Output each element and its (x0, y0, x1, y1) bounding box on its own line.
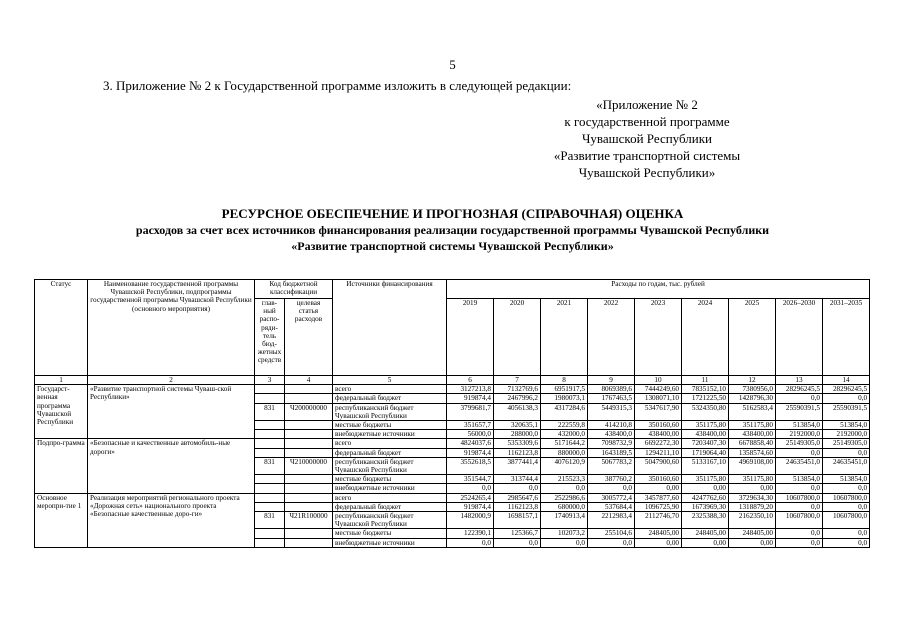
value-cell: 5133167,10 (682, 457, 729, 474)
header-year: 2023 (635, 299, 682, 376)
value-cell: 10607800,0 (776, 512, 823, 529)
status-cell: Основное меропри-тие 1 (35, 493, 88, 547)
column-index: 7 (494, 376, 541, 385)
value-cell: 0,0 (776, 529, 823, 538)
value-cell: 5171644,2 (541, 439, 588, 448)
value-cell: 10607800,0 (823, 512, 870, 529)
source-cell: внебюджетные источники (333, 538, 447, 547)
value-cell: 1673969,30 (682, 502, 729, 511)
header-main-manager: глав-ный распо-ряди-тель бюд-жетных средств (255, 299, 285, 376)
appendix-line: к государственной программе (564, 114, 730, 129)
value-cell: 25149305,0 (776, 439, 823, 448)
column-index: 14 (823, 376, 870, 385)
value-cell: 6951917,5 (541, 385, 588, 394)
name-cell: «Безопасные и качественные автомобиль-ные дороги» (88, 439, 255, 493)
value-cell: 0,0 (447, 538, 494, 547)
target-code-cell (285, 430, 333, 439)
source-cell: местные бюджеты (333, 475, 447, 484)
value-cell: 7444249,60 (635, 385, 682, 394)
value-cell: 4076120,9 (541, 457, 588, 474)
manager-cell (255, 529, 285, 538)
value-cell: 222559,8 (541, 421, 588, 430)
source-cell: всего (333, 493, 447, 502)
manager-cell (255, 421, 285, 430)
value-cell: 0,0 (776, 538, 823, 547)
value-cell: 0,00 (682, 538, 729, 547)
program-title: «Развитие транспортной системы Чувашской Республики» (291, 239, 614, 253)
value-cell: 3005772,4 (588, 493, 635, 502)
value-cell: 414210,8 (588, 421, 635, 430)
document-title: РЕСУРСНОЕ ОБЕСПЕЧЕНИЕ И ПРОГНОЗНАЯ (СПРАВОЧНАЯ) ОЦЕНКА (221, 206, 684, 221)
value-cell: 2192000,0 (823, 430, 870, 439)
value-cell: 680000,0 (541, 502, 588, 511)
column-index: 9 (588, 376, 635, 385)
value-cell: 1721225,50 (682, 394, 729, 403)
value-cell: 3127213,8 (447, 385, 494, 394)
value-cell: 513854,0 (776, 421, 823, 430)
value-cell: 2112746,70 (635, 512, 682, 529)
value-cell: 24635451,0 (776, 457, 823, 474)
manager-cell (255, 448, 285, 457)
header-year: 2026–2030 (776, 299, 823, 376)
value-cell: 0,00 (635, 484, 682, 493)
value-cell: 6678858,40 (729, 439, 776, 448)
target-code-cell (285, 421, 333, 430)
value-cell: 0,0 (823, 538, 870, 547)
value-cell: 2325388,30 (682, 512, 729, 529)
header-year: 2019 (447, 299, 494, 376)
value-cell: 537684,4 (588, 502, 635, 511)
value-cell: 387760,2 (588, 475, 635, 484)
header-target-item: целевая статья расходов (285, 299, 333, 376)
target-code-cell (285, 394, 333, 403)
header-year: 2020 (494, 299, 541, 376)
value-cell: 7835152,10 (682, 385, 729, 394)
value-cell: 3457877,60 (635, 493, 682, 502)
source-cell: федеральный бюджет (333, 448, 447, 457)
value-cell: 0,0 (823, 502, 870, 511)
value-cell: 513854,0 (823, 475, 870, 484)
value-cell: 4969108,00 (729, 457, 776, 474)
value-cell: 513854,0 (776, 475, 823, 484)
column-index: 10 (635, 376, 682, 385)
value-cell: 1719064,40 (682, 448, 729, 457)
value-cell: 0,0 (494, 538, 541, 547)
value-cell: 6692272,30 (635, 439, 682, 448)
target-code-cell (285, 502, 333, 511)
value-cell: 1980073,1 (541, 394, 588, 403)
target-code-cell (285, 439, 333, 448)
value-cell: 1162123,8 (494, 448, 541, 457)
source-cell: всего (333, 439, 447, 448)
document-subtitle: расходов за счет всех источников финансирования реализации государственной программы Чувашской Республики (135, 223, 770, 237)
value-cell: 3877441,4 (494, 457, 541, 474)
manager-cell (255, 493, 285, 502)
source-cell: республиканский бюджет Чувашской Республики (333, 403, 447, 420)
value-cell: 2467996,2 (494, 394, 541, 403)
value-cell: 2522986,6 (541, 493, 588, 502)
value-cell: 28296245,5 (776, 385, 823, 394)
value-cell: 28296245,5 (823, 385, 870, 394)
value-cell: 5162583,4 (729, 403, 776, 420)
value-cell: 0,0 (447, 484, 494, 493)
page-number: 5 (449, 57, 456, 72)
value-cell: 8069389,6 (588, 385, 635, 394)
value-cell: 3799681,7 (447, 403, 494, 420)
status-cell: Подпро-грамма (35, 439, 88, 493)
appendix-line: «Приложение № 2 (596, 97, 698, 112)
value-cell: 7132769,6 (494, 385, 541, 394)
value-cell: 24635451,0 (823, 457, 870, 474)
value-cell: 5449315,3 (588, 403, 635, 420)
value-cell: 1294211,10 (635, 448, 682, 457)
value-cell: 2212983,4 (588, 512, 635, 529)
value-cell: 5067783,2 (588, 457, 635, 474)
value-cell: 0,00 (682, 484, 729, 493)
column-index: 13 (776, 376, 823, 385)
name-cell: «Развитие транспортной системы Чуваш-ской Республики» (88, 385, 255, 439)
target-code-cell (285, 529, 333, 538)
value-cell: 0,0 (494, 484, 541, 493)
source-cell: федеральный бюджет (333, 502, 447, 511)
value-cell: 25590391,5 (823, 403, 870, 420)
value-cell: 0,0 (776, 484, 823, 493)
value-cell: 351175,80 (682, 475, 729, 484)
value-cell: 351175,80 (729, 421, 776, 430)
value-cell: 1162123,8 (494, 502, 541, 511)
value-cell: 0,0 (823, 394, 870, 403)
target-code-cell: Ч200000000 (285, 403, 333, 420)
value-cell: 5347617,90 (635, 403, 682, 420)
column-index: 3 (255, 376, 285, 385)
header-year: 2022 (588, 299, 635, 376)
value-cell: 351175,80 (729, 475, 776, 484)
target-code-cell (285, 448, 333, 457)
value-cell: 2985647,6 (494, 493, 541, 502)
value-cell: 1428796,30 (729, 394, 776, 403)
value-cell: 0,00 (635, 538, 682, 547)
value-cell: 438400,00 (729, 430, 776, 439)
value-cell: 0,0 (776, 394, 823, 403)
manager-cell (255, 385, 285, 394)
value-cell: 248405,00 (682, 529, 729, 538)
target-code-cell: Ч210000000 (285, 457, 333, 474)
manager-cell: 831 (255, 457, 285, 474)
value-cell: 1482000,9 (447, 512, 494, 529)
manager-cell (255, 394, 285, 403)
header-expenses: Расходы по годам, тыс. рублей (447, 280, 870, 299)
value-cell: 350160,60 (635, 475, 682, 484)
manager-cell (255, 538, 285, 547)
value-cell: 7203407,30 (682, 439, 729, 448)
target-code-cell (285, 484, 333, 493)
value-cell: 102073,2 (541, 529, 588, 538)
value-cell: 2192000,0 (776, 430, 823, 439)
column-index: 6 (447, 376, 494, 385)
value-cell: 438400,00 (682, 430, 729, 439)
value-cell: 0,0 (823, 529, 870, 538)
value-cell: 313744,4 (494, 475, 541, 484)
value-cell: 0,0 (588, 538, 635, 547)
value-cell: 0,0 (823, 448, 870, 457)
value-cell: 0,0 (588, 484, 635, 493)
value-cell: 56000,0 (447, 430, 494, 439)
value-cell: 0,0 (776, 448, 823, 457)
value-cell: 4317284,6 (541, 403, 588, 420)
value-cell: 919874,4 (447, 394, 494, 403)
column-index: 11 (682, 376, 729, 385)
resource-table (34, 279, 870, 548)
status-cell: Государст-венная программа Чувашской Республики (35, 385, 88, 439)
header-year: 2031–2035 (823, 299, 870, 376)
value-cell: 0,00 (729, 484, 776, 493)
value-cell: 255104,6 (588, 529, 635, 538)
header-status: Статус (35, 280, 88, 376)
source-cell: внебюджетные источники (333, 484, 447, 493)
value-cell: 125366,7 (494, 529, 541, 538)
target-code-cell (285, 385, 333, 394)
value-cell: 919874,4 (447, 448, 494, 457)
target-code-cell (285, 493, 333, 502)
column-index: 5 (333, 376, 447, 385)
value-cell: 1698157,1 (494, 512, 541, 529)
value-cell: 10607800,0 (823, 493, 870, 502)
value-cell: 7098732,9 (588, 439, 635, 448)
table-row (35, 439, 870, 448)
value-cell: 0,0 (823, 484, 870, 493)
value-cell: 0,0 (776, 502, 823, 511)
value-cell: 1358574,60 (729, 448, 776, 457)
header-year: 2025 (729, 299, 776, 376)
appendix-line: «Развитие транспортной системы (553, 148, 741, 163)
value-cell: 4824037,6 (447, 439, 494, 448)
header-source: Источники финансирования (333, 280, 447, 376)
source-cell: республиканский бюджет Чувашской Республики (333, 512, 447, 529)
value-cell: 351657,7 (447, 421, 494, 430)
value-cell: 0,0 (541, 484, 588, 493)
value-cell: 438400,00 (635, 430, 682, 439)
intro-line: 3. Приложение № 2 к Государственной программе изложить в следующей редакции: (103, 78, 572, 93)
value-cell: 351175,80 (682, 421, 729, 430)
name-cell: Реализация мероприятий регионального проекта «Дорожная сеть» национального проекта «Безопасные качественные доро-ги» (88, 493, 255, 547)
source-cell: местные бюджеты (333, 529, 447, 538)
value-cell: 513854,0 (823, 421, 870, 430)
manager-cell (255, 484, 285, 493)
value-cell: 288000,0 (494, 430, 541, 439)
value-cell: 1767463,5 (588, 394, 635, 403)
column-index: 8 (541, 376, 588, 385)
column-index: 4 (285, 376, 333, 385)
value-cell: 880000,0 (541, 448, 588, 457)
value-cell: 248405,00 (729, 529, 776, 538)
source-cell: республиканский бюджет Чувашской Республики (333, 457, 447, 474)
value-cell: 7380956,0 (729, 385, 776, 394)
source-cell: федеральный бюджет (333, 394, 447, 403)
value-cell: 122390,1 (447, 529, 494, 538)
value-cell: 350160,60 (635, 421, 682, 430)
source-cell: местные бюджеты (333, 421, 447, 430)
table-row (35, 493, 870, 502)
target-code-cell (285, 538, 333, 547)
value-cell: 3729634,30 (729, 493, 776, 502)
value-cell: 0,00 (729, 538, 776, 547)
value-cell: 1308071,10 (635, 394, 682, 403)
value-cell: 320635,1 (494, 421, 541, 430)
source-cell: внебюджетные источники (333, 430, 447, 439)
value-cell: 5324350,80 (682, 403, 729, 420)
manager-cell (255, 439, 285, 448)
value-cell: 5353309,6 (494, 439, 541, 448)
value-cell: 10607800,0 (776, 493, 823, 502)
manager-cell (255, 475, 285, 484)
appendix-line: Чувашской Республики» (578, 165, 716, 180)
value-cell: 351544,7 (447, 475, 494, 484)
header-year: 2024 (682, 299, 729, 376)
manager-cell: 831 (255, 403, 285, 420)
column-index: 1 (35, 376, 88, 385)
value-cell: 5047900,60 (635, 457, 682, 474)
target-code-cell (285, 475, 333, 484)
manager-cell (255, 430, 285, 439)
value-cell: 1318879,20 (729, 502, 776, 511)
target-code-cell: Ч21R100000 (285, 512, 333, 529)
value-cell: 215523,3 (541, 475, 588, 484)
value-cell: 248405,00 (635, 529, 682, 538)
column-index-row (35, 376, 870, 385)
manager-cell (255, 502, 285, 511)
value-cell: 1096725,90 (635, 502, 682, 511)
header-code: Код бюджетной классификации (255, 280, 333, 299)
value-cell: 2162350,10 (729, 512, 776, 529)
value-cell: 432000,0 (541, 430, 588, 439)
value-cell: 919874,4 (447, 502, 494, 511)
value-cell: 4247762,60 (682, 493, 729, 502)
value-cell: 0,0 (541, 538, 588, 547)
appendix-reference (497, 96, 797, 181)
value-cell: 4056138,3 (494, 403, 541, 420)
column-index: 2 (88, 376, 255, 385)
source-cell: всего (333, 385, 447, 394)
table-row (35, 385, 870, 394)
appendix-line: Чувашской Республики (581, 131, 713, 146)
header-name: Наименование государственной программы Чувашской Республики, подпрограммы государственной программы Чувашской Республики (основного мероприятия) (88, 280, 255, 376)
value-cell: 438400,0 (588, 430, 635, 439)
column-index: 12 (729, 376, 776, 385)
value-cell: 25590391,5 (776, 403, 823, 420)
value-cell: 3552618,5 (447, 457, 494, 474)
value-cell: 1643189,5 (588, 448, 635, 457)
header-year: 2021 (541, 299, 588, 376)
value-cell: 1740913,4 (541, 512, 588, 529)
manager-cell: 831 (255, 512, 285, 529)
value-cell: 2524265,4 (447, 493, 494, 502)
value-cell: 25149305,0 (823, 439, 870, 448)
